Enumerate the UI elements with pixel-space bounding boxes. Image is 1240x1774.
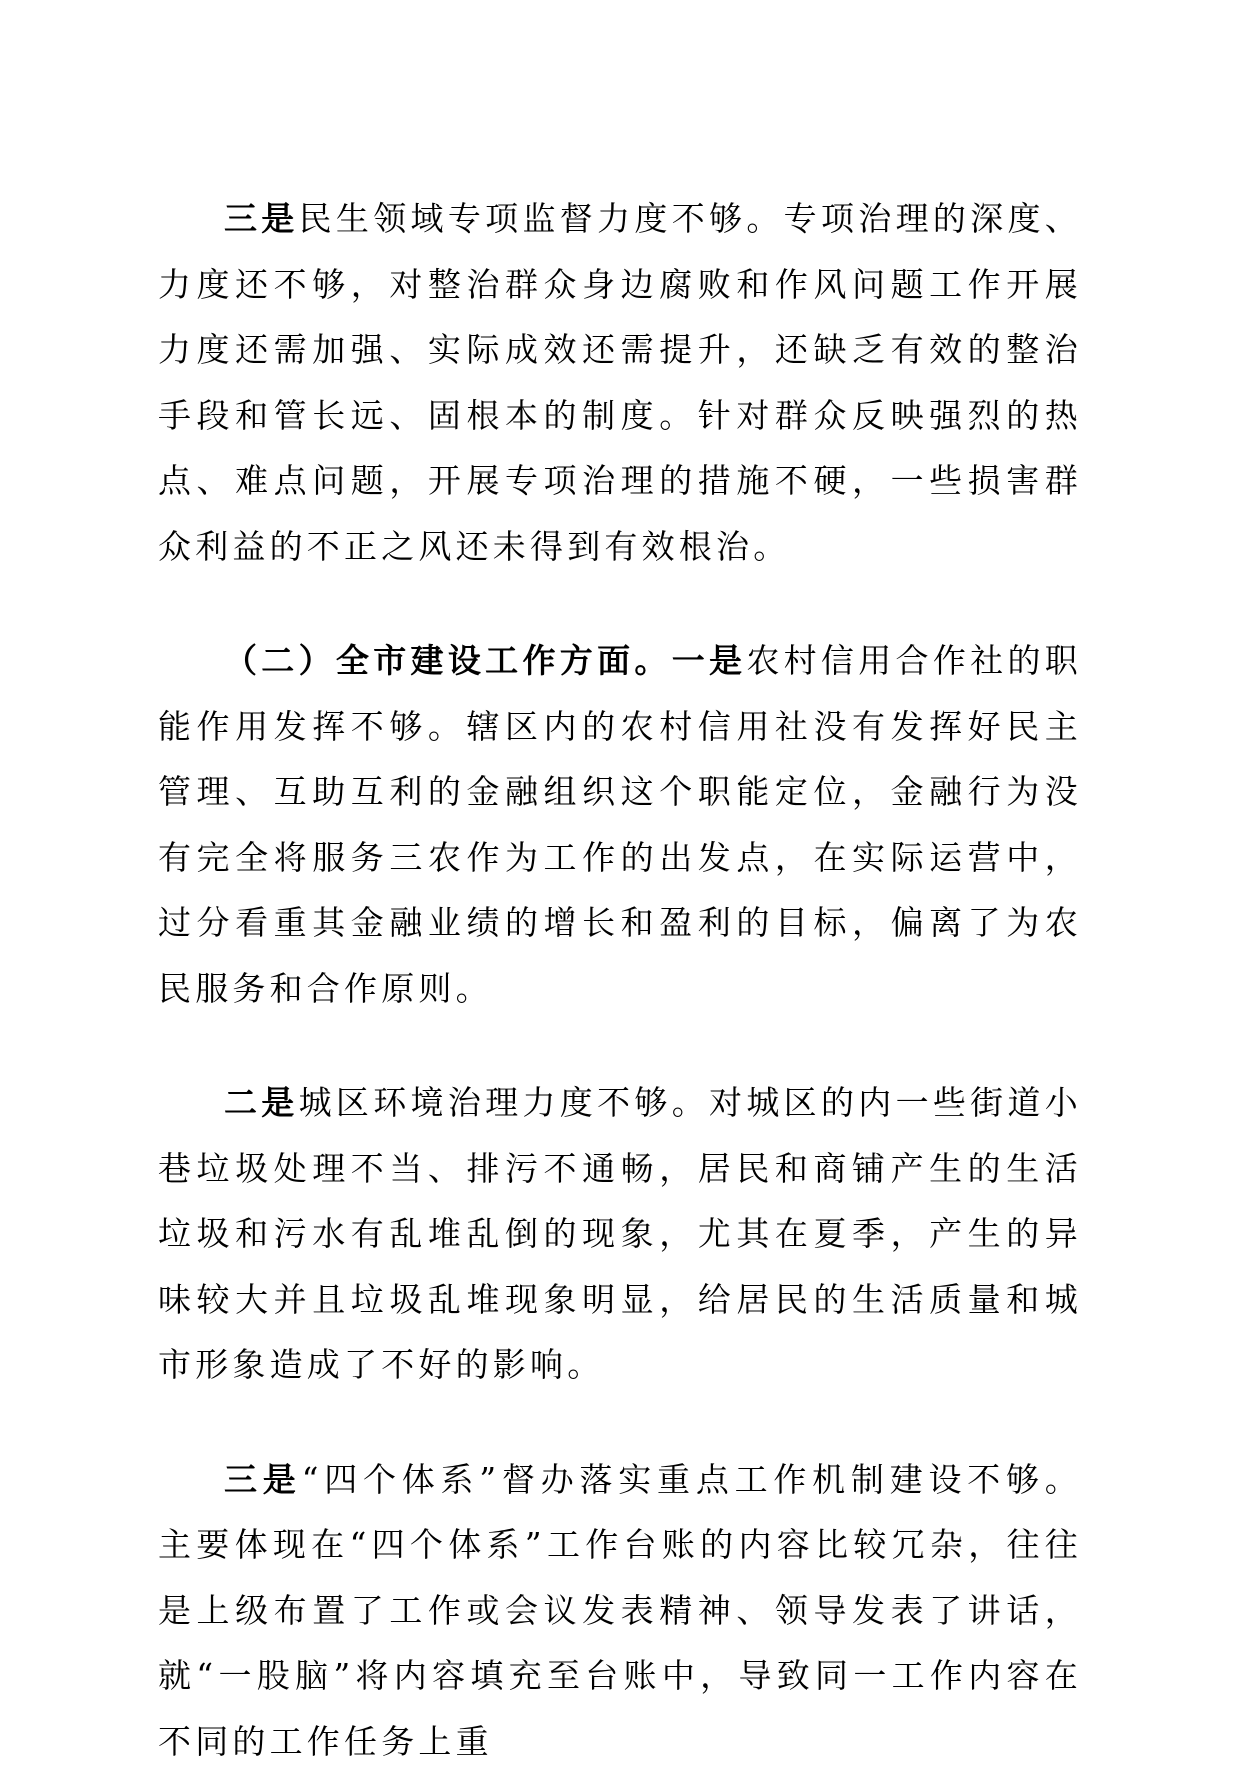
paragraph-1-lead: 三是 [224, 199, 299, 238]
paragraph-4 [158, 1447, 1082, 1774]
paragraph-3-text: 城区环境治理力度不够。对城区的内一些街道小巷垃圾处理不当、排污不通畅，居民和商铺产生的生活垃圾和污水有乱堆乱倒的现象，尤其在夏季，产生的异味较大并且垃圾乱堆现象明显，给居民的生活质量和城市形象造成了不好的影响。 [158, 1083, 1082, 1384]
paragraph-2 [158, 628, 1082, 1021]
paragraph-2-text: 农村信用合作社的职能作用发挥不够。辖区内的农村信用社没有发挥好民主管理、互助互利的金融组织这个职能定位，金融行为没有完全将服务三农作为工作的出发点，在实际运营中，过分看重其金融业绩的增长和盈利的目标，偏离了为农民服务和合作原则。 [158, 641, 1082, 1008]
paragraph-2-lead: （二）全市建设工作方面。一是 [224, 641, 746, 680]
paragraph-3-lead: 二是 [224, 1083, 299, 1122]
paragraph-1-text: 民生领域专项监督力度不够。专项治理的深度、力度还不够，对整治群众身边腐败和作风问题工作开展力度还需加强、实际成效还需提升，还缺乏有效的整治手段和管长远、固根本的制度。针对群众反映强烈的热点、难点问题，开展专项治理的措施不硬，一些损害群众利益的不正之风还未得到有效根治。 [158, 199, 1082, 566]
paragraph-3 [158, 1070, 1082, 1398]
paragraph-4-text: “四个体系”督办落实重点工作机制建设不够。主要体现在“四个体系”工作台账的内容比较冗杂，往往是上级布置了工作或会议发表精神、领导发表了讲话，就“一股脑”将内容填充至台账中，导致同一工作内容在不同的工作任务上重 [158, 1460, 1082, 1761]
paragraph-4-lead: 三是 [224, 1460, 302, 1499]
document-body [158, 186, 1082, 1774]
paragraph-1 [158, 186, 1082, 579]
